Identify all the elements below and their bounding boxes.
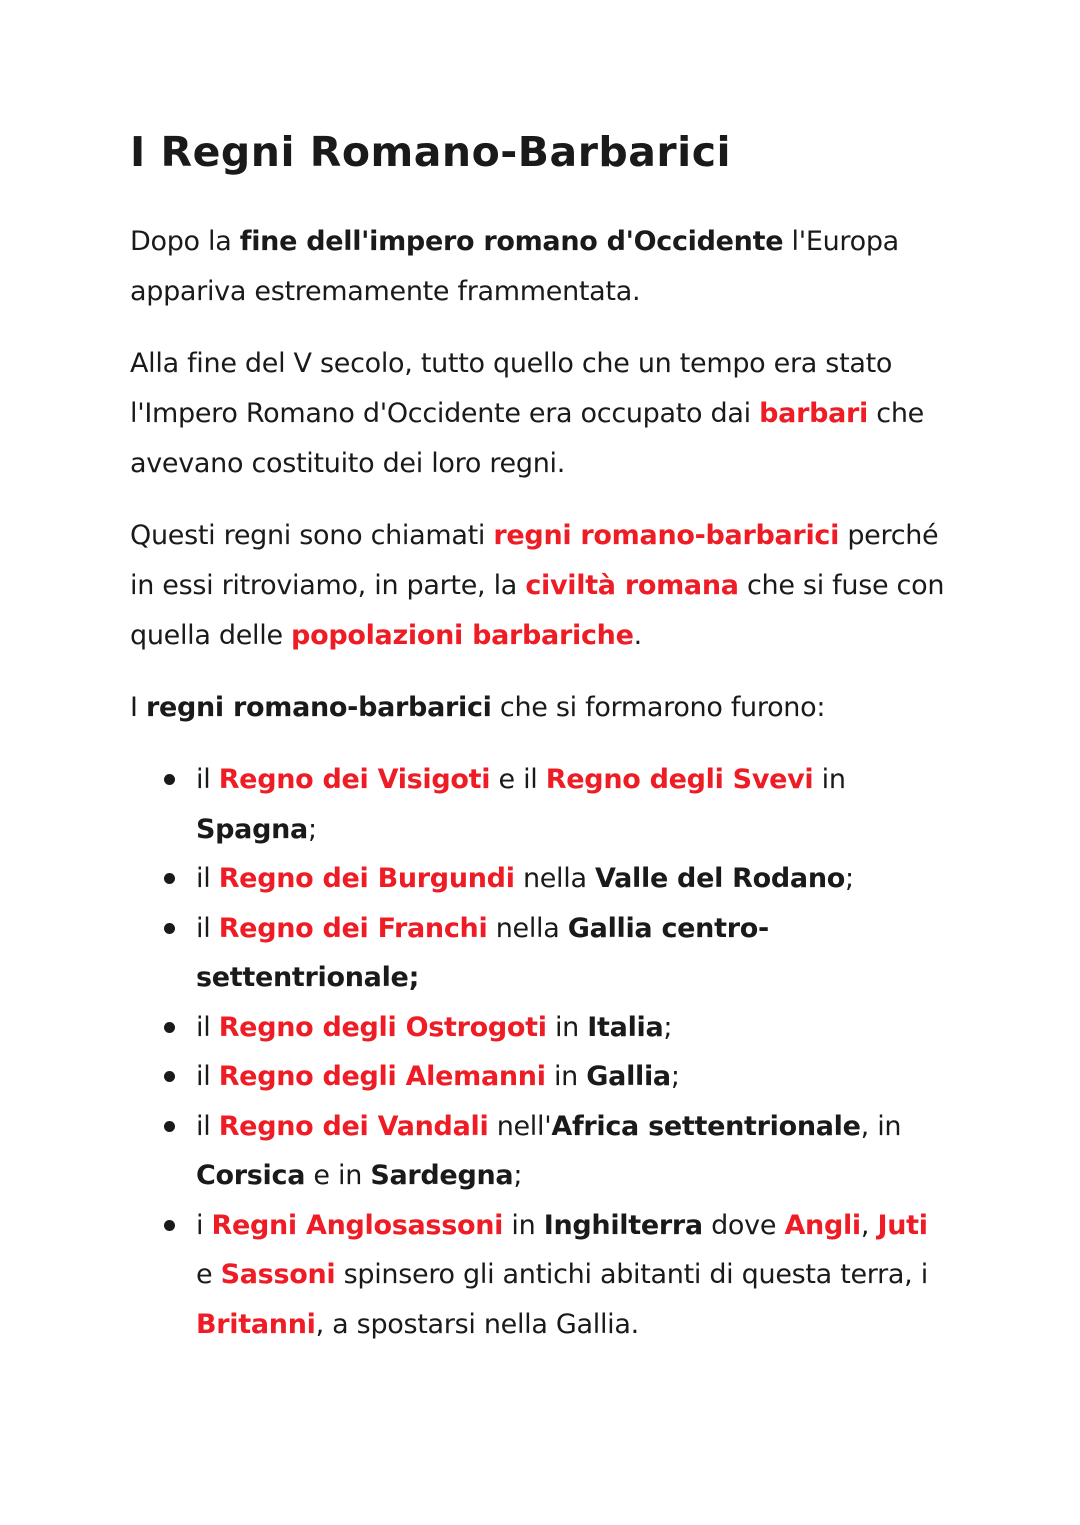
paragraph-3-run-0: Questi regni sono chiamati (130, 520, 494, 552)
list-item-5-run-0: il (196, 1061, 219, 1093)
paragraph-3-run-3: civiltà romana (525, 570, 739, 602)
list-item-6-run-5: Corsica (196, 1160, 306, 1192)
list-item-7-run-8: e (196, 1259, 221, 1291)
list-item (196, 1003, 950, 1053)
list-item-2-run-2: nella (514, 863, 595, 895)
list-item-5-run-4: ; (670, 1061, 680, 1093)
paragraph-3-run-4: che si fuse con quella delle (130, 570, 945, 652)
paragraph-3-run-6: . (633, 620, 642, 652)
paragraph-3-run-2: perché in essi ritroviamo, in parte, la (130, 520, 939, 602)
list-item (196, 1052, 950, 1102)
body-paragraphs (130, 217, 950, 733)
list-item-7-run-4: dove (702, 1209, 785, 1241)
paragraph-3-run-1: regni romano-barbarici (493, 520, 840, 552)
list-item-6-run-7: Sardegna (370, 1160, 514, 1192)
list-item-1-run-6: ; (307, 813, 317, 845)
paragraph-2-run-2: che avevano costituito dei loro regni. (130, 398, 924, 480)
list-item-4-run-4: ; (663, 1011, 673, 1043)
paragraph-1-run-1: fine dell'impero romano d'Occidente (239, 226, 784, 258)
list-item-7-run-7: Juti (877, 1209, 928, 1241)
list-item-3-run-2: nella (487, 912, 568, 944)
paragraph-3-run-5: popolazioni barbariche (291, 620, 634, 652)
list-item (196, 1102, 950, 1201)
list-item-6-run-2: nell' (488, 1110, 552, 1142)
paragraph-2-run-1: barbari (759, 398, 869, 430)
list-item-7-run-9: Sassoni (220, 1259, 336, 1291)
list-item-6-run-6: e in (305, 1160, 371, 1192)
list-item-1-run-5: Spagna (196, 813, 308, 845)
list-item-5-run-1: Regno degli Alemanni (218, 1061, 546, 1093)
paragraph-4-run-2: che si formarono furono: (491, 692, 826, 724)
list-item-2-run-0: il (196, 863, 219, 895)
list-item-1-run-4: in (813, 764, 846, 796)
list-item-1-run-0: il (196, 764, 219, 796)
document-page (130, 128, 950, 1349)
list-item (196, 755, 950, 854)
page-title: I Regni Romano-Barbarici (130, 128, 732, 176)
list-item-6-run-4: , in (860, 1110, 902, 1142)
list-item-3-run-3: Gallia centro-settentrionale; (196, 912, 769, 994)
list-item-7-run-6: , (860, 1209, 878, 1241)
list-item-1-run-3: Regno degli Svevi (545, 764, 814, 796)
list-item-3-run-1: Regno dei Franchi (218, 912, 488, 944)
list-item-6-run-1: Regno dei Vandali (218, 1110, 489, 1142)
paragraph-4-run-1: regni romano-barbarici (145, 692, 492, 724)
list-item-5-run-2: in (545, 1061, 587, 1093)
list-item-7-run-2: in (503, 1209, 544, 1241)
list-item-7-run-3: Inghilterra (543, 1209, 703, 1241)
list-item-4-run-1: Regno degli Ostrogoti (218, 1011, 547, 1043)
paragraph-4 (130, 683, 950, 733)
list-item-7-run-12: , a spostarsi nella Gallia. (315, 1308, 639, 1340)
paragraph-3 (130, 511, 950, 661)
list-item-4-run-0: il (196, 1011, 219, 1043)
list-item-2-run-1: Regno dei Burgundi (218, 863, 515, 895)
list-item (196, 1201, 950, 1350)
list-item-2-run-4: ; (845, 863, 854, 895)
list-item-7-run-1: Regni Anglosassoni (211, 1209, 504, 1241)
paragraph-1-run-2: l'Europa appariva estremamente frammentata. (130, 226, 899, 308)
list-item-5-run-3: Gallia (586, 1061, 671, 1093)
list-item (196, 904, 950, 1003)
list-item-6-run-3: Africa settentrionale (551, 1110, 861, 1142)
list-item-6-run-8: ; (513, 1160, 523, 1192)
list-item-1-run-1: Regno dei Visigoti (218, 764, 491, 796)
paragraph-4-run-0: I (130, 692, 146, 724)
kingdoms-list (130, 755, 950, 1349)
paragraph-2 (130, 339, 950, 489)
paragraph-2-run-0: Alla fine del V secolo, tutto quello che un tempo era stato l'Impero Romano d'Occidente era occupato dai (130, 348, 893, 430)
paragraph-1-run-0: Dopo la (130, 226, 240, 258)
list-item-3-run-0: il (196, 912, 219, 944)
list-item-7-run-10: spinsero gli antichi abitanti di questa terra, i (335, 1259, 928, 1291)
list-item-7-run-11: Britanni (196, 1308, 316, 1340)
list-item-4-run-3: Italia (587, 1011, 664, 1043)
list-item-6-run-0: il (196, 1110, 219, 1142)
list-item-7-run-5: Angli (784, 1209, 861, 1241)
list-item-4-run-2: in (546, 1011, 588, 1043)
list-item-2-run-3: Valle del Rodano (595, 863, 846, 895)
paragraph-1 (130, 217, 950, 317)
list-item-1-run-2: e il (490, 764, 546, 796)
list-item (196, 854, 950, 904)
list-item-7-run-0: i (196, 1209, 212, 1241)
